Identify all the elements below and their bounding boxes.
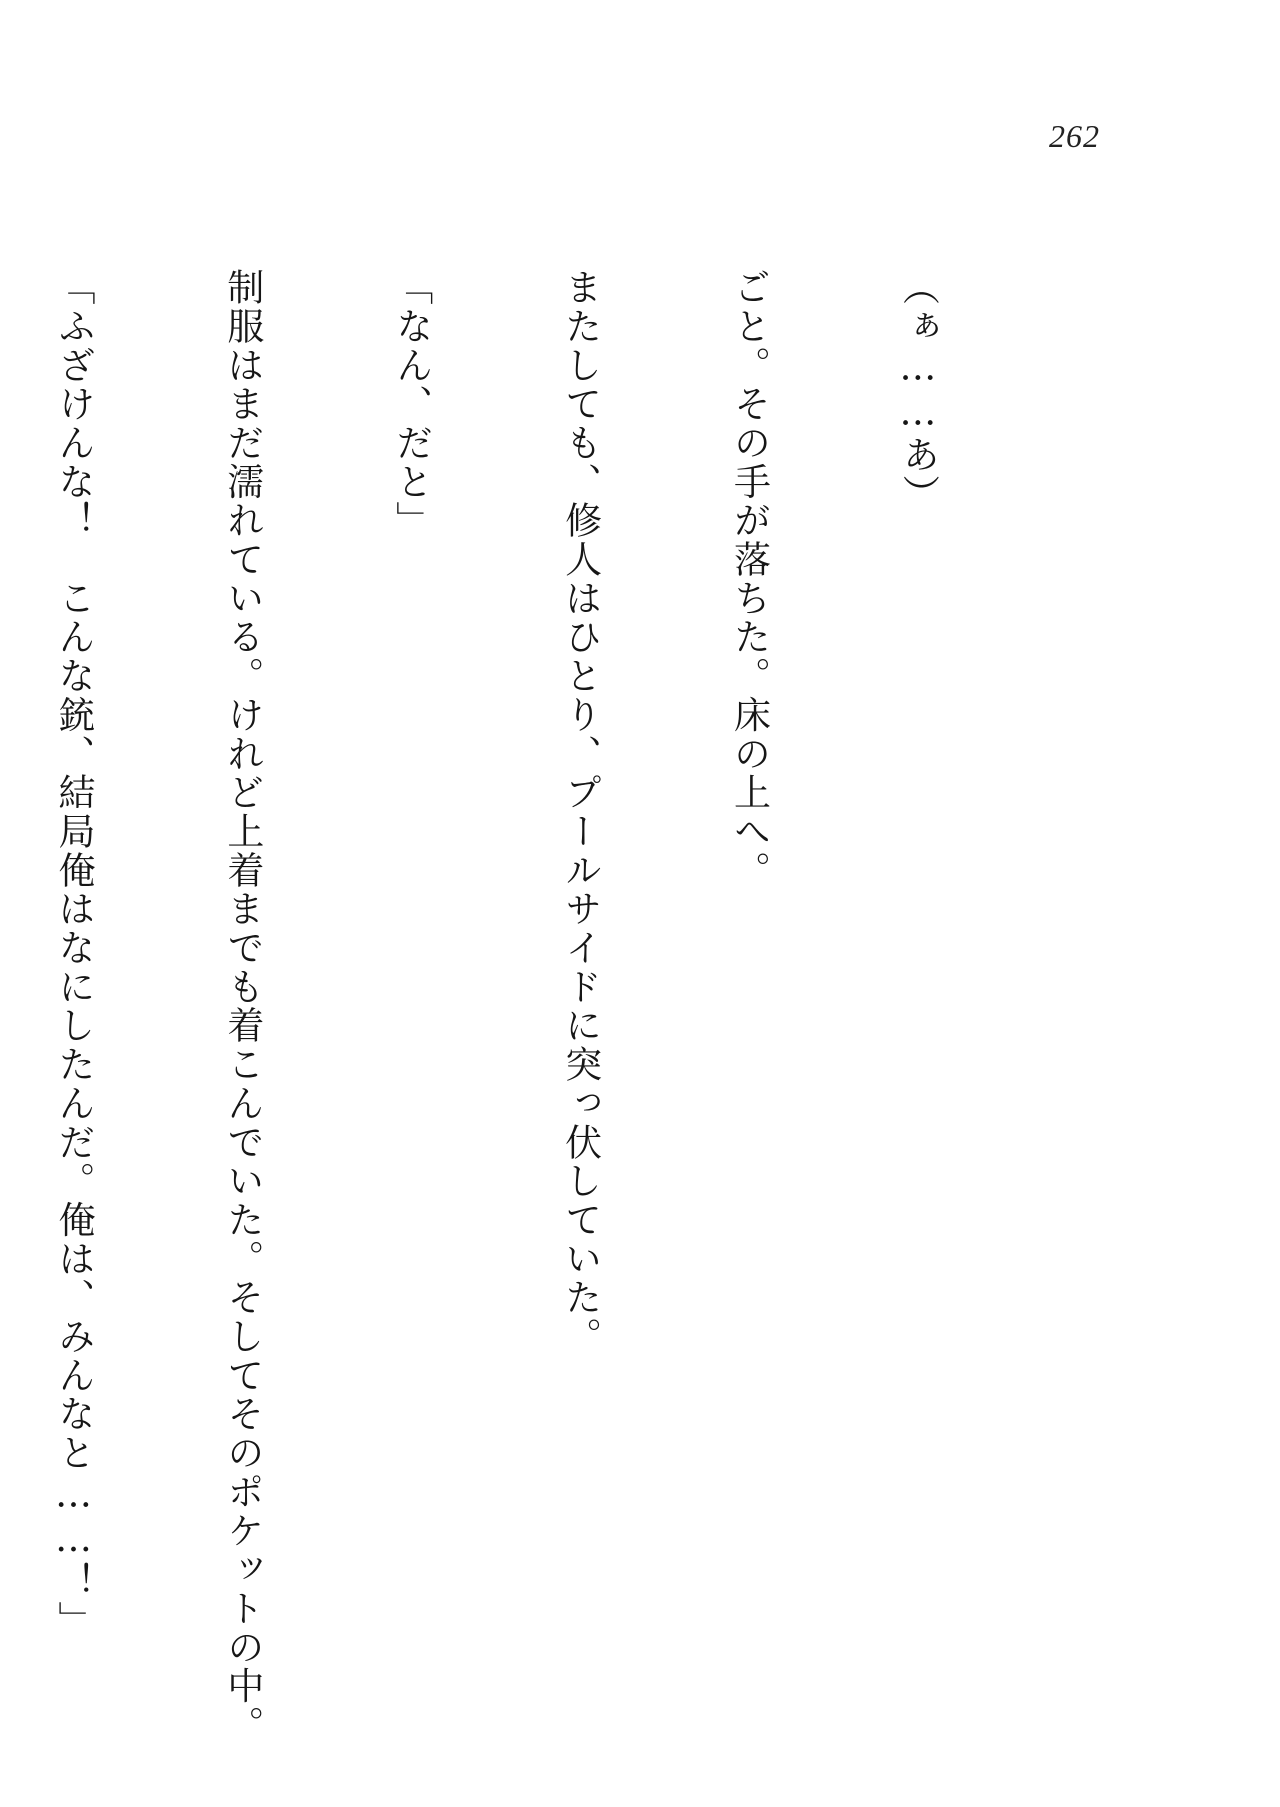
- text-line: またしても、修人はひとり、プールサイドに突っ伏していた。: [558, 268, 602, 1356]
- text-line: 制服はまだ濡れている。けれど上着までも着こんでいた。そしてそのポケットの中。: [220, 268, 264, 1745]
- text-line: 「ふざけんな！ こんな銃、結局俺はなにしたんだ。俺は、みんなと……！」: [51, 268, 95, 1640]
- text-line: （ぁ……あ）: [896, 268, 940, 514]
- page-number: 262: [1049, 118, 1100, 154]
- text-line: ごと。その手が落ちた。床の上へ。: [727, 268, 771, 890]
- text-line: 「なん、だと」: [389, 268, 433, 540]
- vertical-text-body: [51, 268, 1058, 1745]
